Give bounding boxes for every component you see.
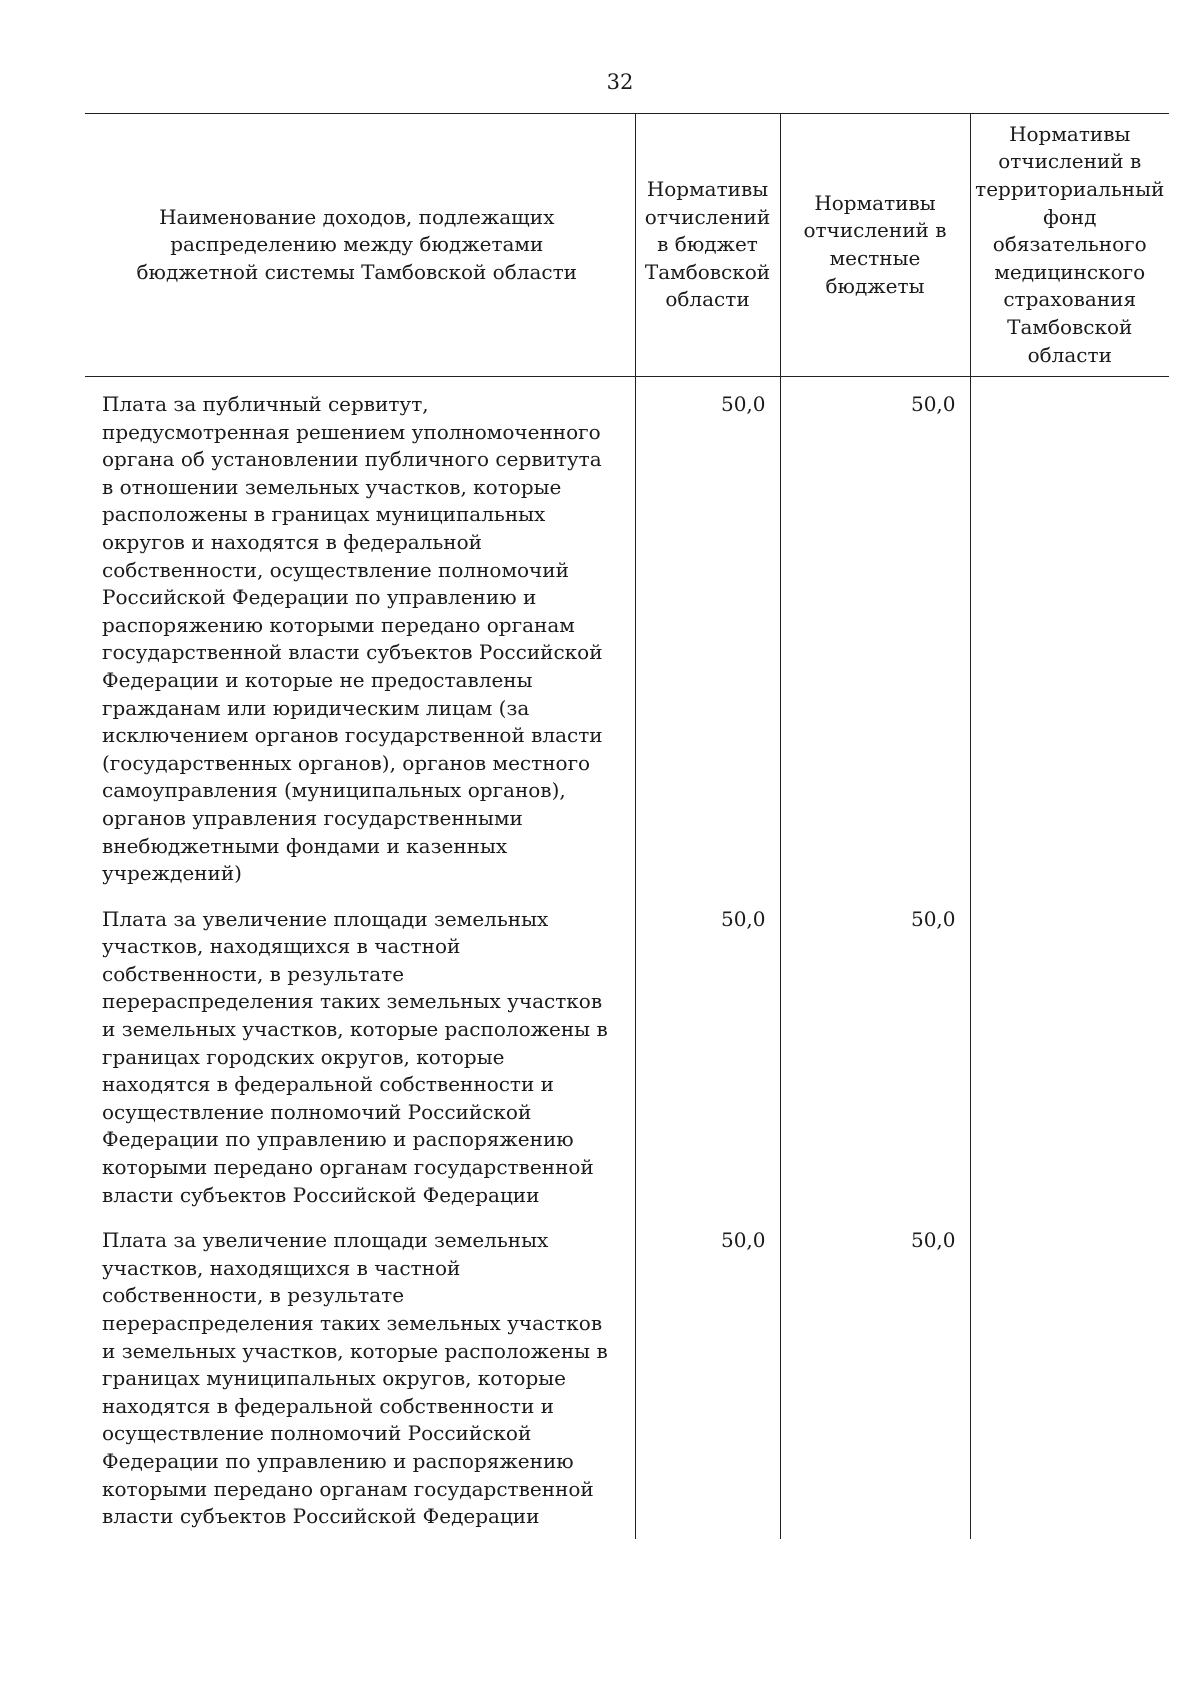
- fund-value: [970, 377, 1169, 896]
- fund-value: [970, 1217, 1169, 1539]
- regional-budget-value: 50,0: [635, 896, 780, 1218]
- fund-value: [970, 896, 1169, 1218]
- header-regional-budget: Нормативы отчислений в бюджет Тамбовской области: [635, 114, 780, 377]
- regional-budget-value: 50,0: [635, 377, 780, 896]
- header-local-budgets: Нормативы отчислений в местные бюджеты: [780, 114, 970, 377]
- revenue-distribution-table: [85, 113, 1169, 1539]
- table-header: [85, 114, 1169, 377]
- table-body: [85, 377, 1169, 1539]
- table-row: [85, 896, 1169, 1218]
- header-row: [85, 114, 1169, 377]
- revenue-name-cell: Плата за увеличение площади земельных участков, находящихся в частной собственности, в результате перераспределения таких земельных участков и земельных участков, которые расположены в границах муниципальных округов, которые находятся в федеральной собственности и осуществление полномочий Российской Федерации по управлению и распоряжению которыми передано органам государственной власти субъектов Российской Федерации: [102, 1228, 608, 1529]
- local-budget-value: 50,0: [780, 1217, 970, 1539]
- page-number: 32: [606, 70, 634, 94]
- local-budget-value: 50,0: [780, 377, 970, 896]
- local-budget-value: 50,0: [780, 896, 970, 1218]
- table-row: [85, 377, 1169, 896]
- table-row: [85, 1217, 1169, 1539]
- revenue-name-cell: Плата за увеличение площади земельных участков, находящихся в частной собственности, в результате перераспределения таких земельных участков и земельных участков, которые расположены в границах городских округов, которые находятся в федеральной собственности и осуществление полномочий Российской Федерации по управлению и распоряжению которыми передано органам государственной власти субъектов Российской Федерации: [102, 906, 608, 1207]
- header-revenue-name: Наименование доходов, подлежащих распределению между бюджетами бюджетной системы Тамбовской области: [85, 114, 635, 377]
- regional-budget-value: 50,0: [635, 1217, 780, 1539]
- header-medical-insurance-fund: Нормативы отчислений в территориальный фонд обязательного медицинского страхования Тамбовской области: [970, 114, 1169, 377]
- revenue-name-cell: Плата за публичный сервитут, предусмотренная решением уполномоченного органа об установлении публичного сервитута в отношении земельных участков, которые расположены в границах муниципальных округов и находятся в федеральной собственности, осуществление полномочий Российской Федерации по управлению и распоряжению которыми передано органам государственной власти субъектов Российской Федерации и которые не предоставлены гражданам или юридическим лицам (за исключением органов государственной власти (государственных органов), органов местного самоуправления (муниципальных органов), органов управления государственными внебюджетными фондами и казенных учреждений): [102, 392, 603, 886]
